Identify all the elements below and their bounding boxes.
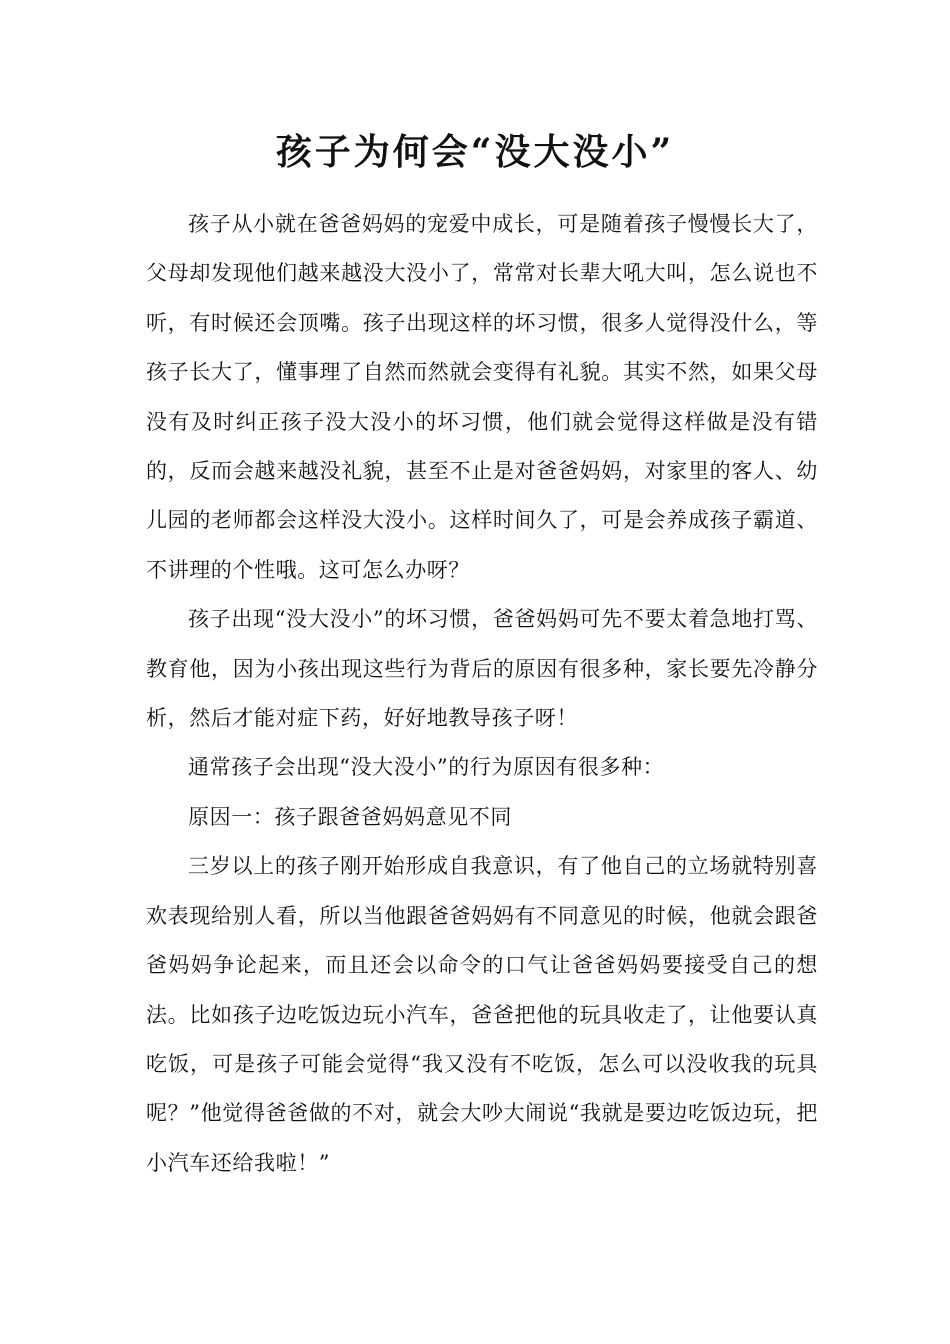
document-title: 孩子为何会“没大没小” <box>275 131 675 173</box>
section-heading-reason-one: 原因一：孩子跟爸爸妈妈意见不同 <box>188 804 512 829</box>
paragraph-reason-one: 三岁以上的孩子刚开始形成自我意识，有了他自己的立场就特别喜欢表现给别人看，所以当他跟爸爸妈妈有不同意见的时候，他就会跟爸爸妈妈争论起来，而且还会以命令的口气让爸爸妈妈要接受自己的想法。比如孩子边吃饭边玩小汽车，爸爸把他的玩具收走了，让他要认真吃饭，可是孩子可能会觉得“我又没有不吃饭，怎么可以没收我的玩具呢？”他觉得爸爸做的不对，就会大吵大闹说“我就是要边吃饭边玩，把小汽车还给我啦！” <box>146 854 818 1175</box>
paragraph-advice: 孩子出现“没大没小”的坏习惯，爸爸妈妈可先不要太着急地打骂、教育他，因为小孩出现这些行为背后的原因有很多种，家长要先冷静分析，然后才能对症下药，好好地教导孩子呀！ <box>146 607 818 731</box>
paragraph-intro: 孩子从小就在爸爸妈妈的宠爱中成长，可是随着孩子慢慢长大了，父母却发现他们越来越没大没小了，常常对长辈大吼大叫，怎么说也不听，有时候还会顶嘴。孩子出现这样的坏习惯，很多人觉得没什么，等孩子长大了，懂事理了自然而然就会变得有礼貌。其实不然，如果父母没有及时纠正孩子没大没小的坏习惯，他们就会觉得这样做是没有错的，反而会越来越没礼貌，甚至不止是对爸爸妈妈，对家里的客人、幼儿园的老师都会这样没大没小。这样时间久了，可是会养成孩子霸道、不讲理的个性哦。这可怎么办呀？ <box>146 212 818 582</box>
document-body <box>146 200 818 1188</box>
paragraph-reasons-lead: 通常孩子会出现“没大没小”的行为原因有很多种： <box>188 755 665 780</box>
